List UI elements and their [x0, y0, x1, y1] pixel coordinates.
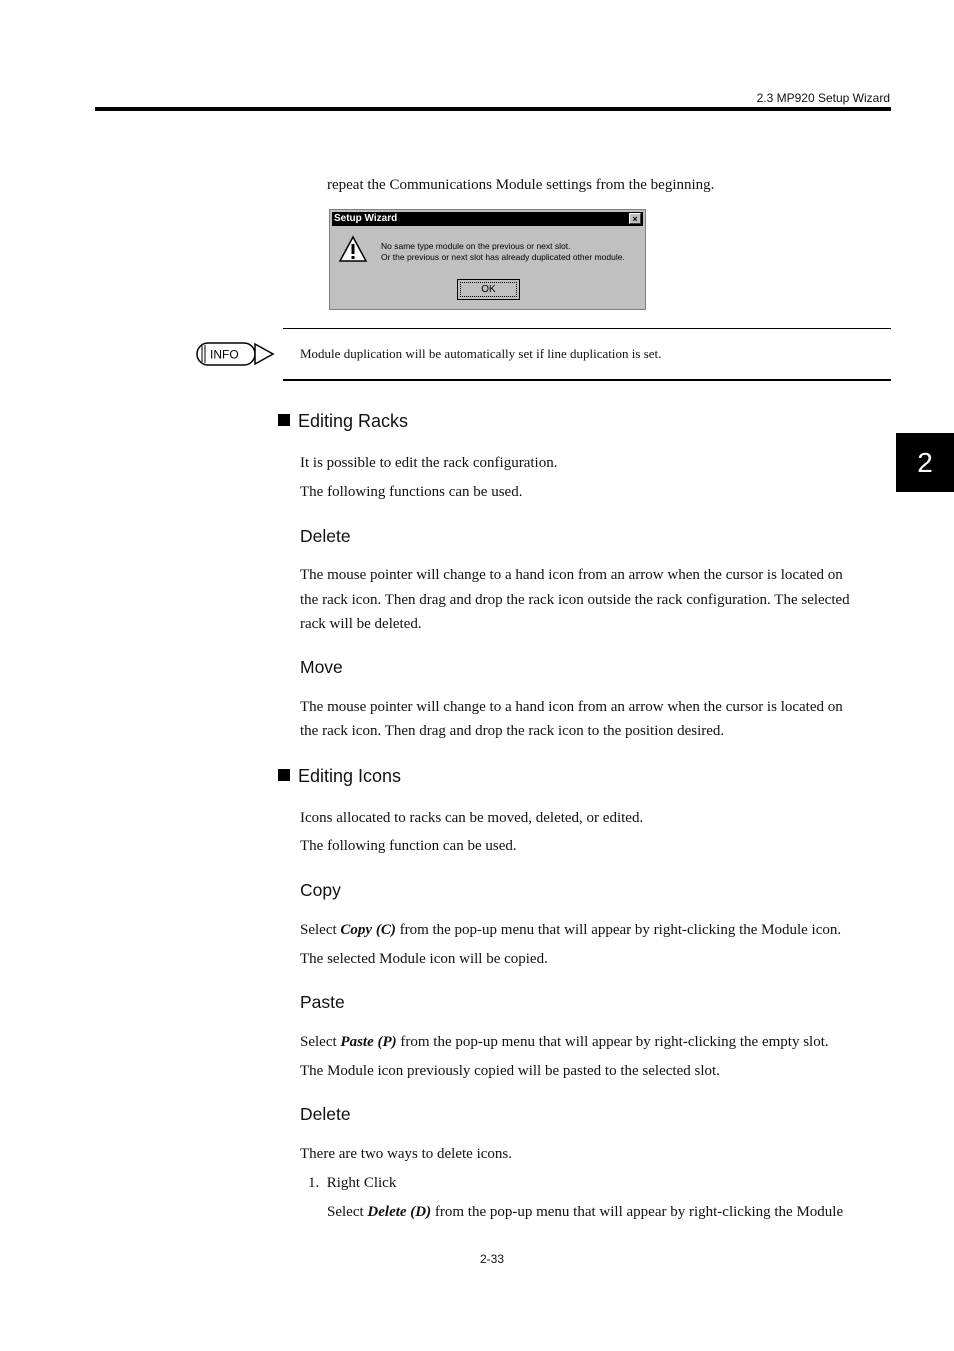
paragraph-line [300, 1030, 829, 1054]
paragraph-line: The Module icon previously copied will be pasted to the selected slot. [300, 1063, 720, 1079]
section-heading-editing-icons [278, 766, 401, 787]
info-label: INFO [210, 347, 239, 362]
list-item: 1. Right Click [308, 1175, 397, 1191]
section-heading-editing-racks [278, 411, 408, 432]
square-bullet-icon [278, 414, 290, 426]
text-run: Select [300, 922, 341, 938]
dialog-title-bar [332, 212, 643, 226]
warning-icon [338, 235, 368, 263]
menu-command: Copy (C) [340, 922, 396, 938]
paragraph: The following function can be used. [300, 838, 517, 854]
text-run: from the pop-up menu that will appear by right-clicking the Module icon. [395, 922, 842, 938]
close-icon[interactable]: × [629, 213, 641, 224]
paragraph: The following functions can be used. [300, 484, 523, 500]
ok-button[interactable] [457, 279, 520, 300]
section-heading-text: Editing Racks [298, 411, 409, 431]
header-rule [95, 107, 891, 111]
text-run: from the pop-up menu that will appear by right-clicking the Module [431, 1204, 844, 1220]
paragraph-line [327, 1200, 843, 1224]
square-bullet-icon [278, 769, 290, 781]
paragraph-line: The mouse pointer will change to a hand icon from an arrow when the cursor is located on [300, 567, 843, 583]
subheading-move: Move [300, 657, 343, 677]
paragraph: It is possible to edit the rack configuration. [300, 455, 558, 471]
dialog-title: Setup Wizard [334, 213, 398, 224]
subheading-delete-icons: Delete [300, 1104, 351, 1124]
paragraph: Icons allocated to racks can be moved, deleted, or edited. [300, 810, 644, 826]
chapter-tab: 2 [896, 433, 954, 492]
page-number: 2-33 [479, 1252, 505, 1266]
ok-button-label: OK [460, 282, 517, 297]
info-rule-bottom [283, 379, 891, 381]
paragraph-line: The selected Module icon will be copied. [300, 951, 548, 967]
subheading-paste: Paste [300, 992, 345, 1012]
info-text: Module duplication will be automatically set if line duplication is set. [300, 346, 662, 361]
dialog-message-line-1: No same type module on the previous or next slot. [381, 241, 571, 251]
text-run: Select [300, 1034, 341, 1050]
info-rule-top [283, 328, 891, 329]
paragraph-line: The mouse pointer will change to a hand icon from an arrow when the cursor is located on [300, 699, 843, 715]
subheading-delete: Delete [300, 526, 351, 546]
menu-command: Paste (P) [340, 1034, 397, 1050]
menu-command: Delete (D) [367, 1204, 432, 1220]
paragraph-line: rack will be deleted. [300, 616, 422, 632]
paragraph-line: the rack icon. Then drag and drop the rack icon outside the rack configuration. The selected [300, 592, 850, 608]
text-run: Select [327, 1204, 368, 1220]
dialog-message-line-2: Or the previous or next slot has already duplicated other module. [381, 252, 625, 262]
intro-line: repeat the Communications Module settings from the beginning. [327, 177, 715, 193]
running-header: 2.3 MP920 Setup Wizard [756, 91, 890, 105]
paragraph: There are two ways to delete icons. [300, 1146, 512, 1162]
info-icon [195, 340, 275, 368]
paragraph-line [300, 918, 841, 942]
subheading-copy: Copy [300, 880, 341, 900]
paragraph-line: the rack icon. Then drag and drop the rack icon to the position desired. [300, 723, 725, 739]
text-run: from the pop-up menu that will appear by right-clicking the empty slot. [396, 1034, 829, 1050]
setup-wizard-dialog [329, 209, 646, 310]
dialog-message [381, 241, 639, 263]
section-heading-text: Editing Icons [298, 766, 402, 786]
